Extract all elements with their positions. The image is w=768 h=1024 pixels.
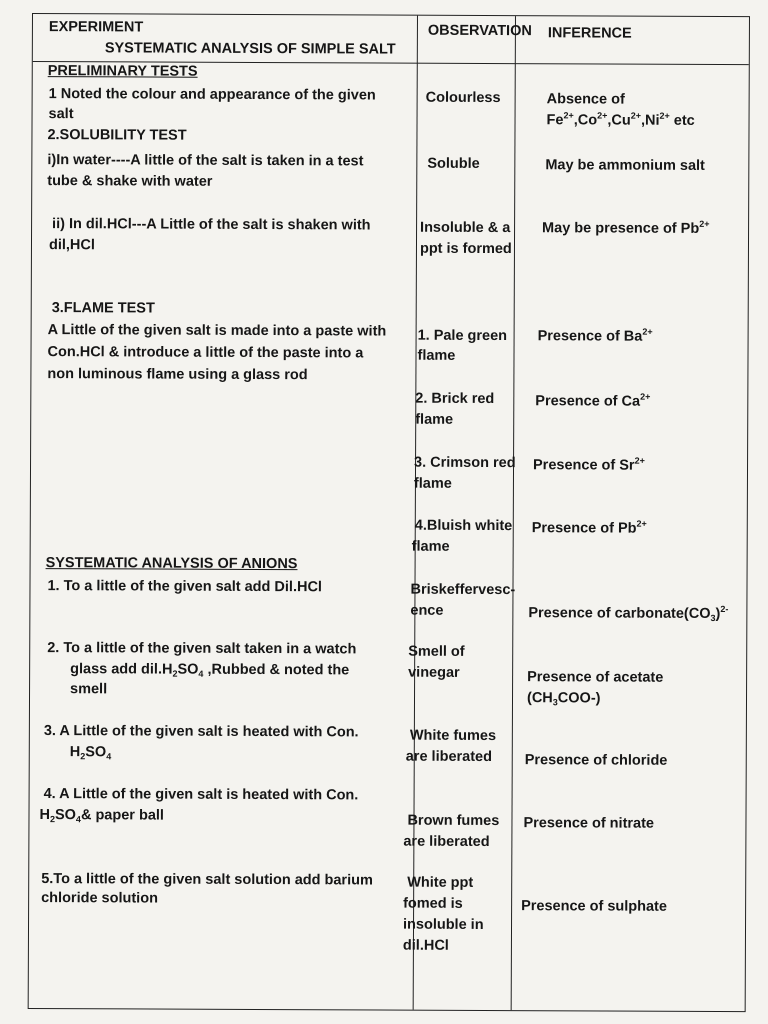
page-title: SYSTEMATIC ANALYSIS OF SIMPLE SALT xyxy=(104,40,396,58)
flame-result-2-observation: 2. Brick red xyxy=(415,390,495,408)
water-test-line1: i)In water----A little of the salt is taken in a test xyxy=(47,152,364,170)
anion-test-4-experiment-1: 4. A Little of the given salt is heated with Con. xyxy=(43,786,359,804)
anion-test-4-observation-2: are liberated xyxy=(403,833,490,851)
colour-test-line1: 1 Noted the colour and appearance of the given xyxy=(48,86,376,104)
inference-header: INFERENCE xyxy=(547,25,632,42)
anion-test-1-inference: Presence of $carbonate(CO_3)^{2-}$ xyxy=(528,604,729,623)
analysis-table xyxy=(28,13,750,1012)
anion-test-2-inference-1: Presence of acetate xyxy=(527,669,664,686)
flame-test-heading: 3.FLAME TEST xyxy=(51,300,155,317)
anion-test-2-observation: Smell of xyxy=(408,643,465,660)
anion-test-5-experiment-2: chloride solution xyxy=(41,890,158,907)
anion-test-1-observation-2: ence xyxy=(410,602,444,619)
anion-test-5-observation-3: insoluble in xyxy=(402,916,484,933)
anion-test-2-inference-2: $(CH_3COO-)$ xyxy=(526,690,601,708)
water-test-line2: tube & shake with water xyxy=(47,173,213,190)
flame-result-3-observation-2: flame xyxy=(413,475,452,492)
anion-test-3-observation-2: are liberated xyxy=(405,748,493,766)
anion-test-4-experiment-2: $H_2SO_4\&$ paper ball xyxy=(39,807,165,825)
water-inference: May be ammonium salt xyxy=(545,157,705,174)
flame-result-4-observation: 4.Bluish white xyxy=(414,517,513,535)
anion-test-5-observation-4: dil.HCl xyxy=(402,937,449,954)
preliminary-heading: PRELIMINARY TESTS xyxy=(47,63,198,80)
water-observation: Soluble xyxy=(427,155,480,172)
flame-test-line2: Con.HCl & introduce a little of the paste into a xyxy=(47,344,364,362)
hcl-test-line2: dil,HCl xyxy=(48,237,95,254)
anion-test-2-experiment-2: glass add $dil.H_2SO_4$ ,Rubbed & noted the xyxy=(70,661,350,679)
anion-test-3-observation: White fumes xyxy=(409,727,497,745)
anion-test-1-observation: Briskeffervesc- xyxy=(410,581,516,599)
flame-result-1-observation-2: flame xyxy=(417,347,456,364)
hcl-observation-line2: ppt is formed xyxy=(419,240,512,258)
anion-test-2-experiment-1: 2. To a little of the given salt taken in a watch xyxy=(47,640,357,658)
anions-heading: SYSTEMATIC ANALYSIS OF ANIONS xyxy=(45,555,298,573)
colour-inference-ions: $Fe^{2+},Co^{2+},Cu^{2+},Ni^{2+}$ etc xyxy=(546,110,695,129)
anion-test-2-observation-2: vinegar xyxy=(408,664,460,681)
anion-test-3-inference: Presence of chloride xyxy=(524,752,668,769)
experiment-header: EXPERIMENT xyxy=(48,19,144,36)
flame-result-4-observation-2: flame xyxy=(411,538,450,555)
anion-test-3-experiment-2: $H_2SO_4$ xyxy=(69,744,112,762)
observation-header: OBSERVATION xyxy=(427,22,532,40)
anion-test-1-experiment: 1. To a little of the given salt add Dil.HCl xyxy=(47,578,323,596)
flame-result-3-inference: Presence of $Sr^{2+}$ xyxy=(532,455,645,474)
flame-test-line3: non luminous flame using a glass rod xyxy=(47,366,308,384)
colour-test-line2: salt xyxy=(48,106,74,123)
flame-result-4-inference: Presence of $Pb^{2+}$ xyxy=(531,518,647,537)
solubility-heading: 2.SOLUBILITY TEST xyxy=(47,127,187,144)
anion-test-3-experiment-1: 3. A Little of the given salt is heated with Con. xyxy=(43,723,359,741)
flame-result-2-observation-2: flame xyxy=(415,411,454,428)
anion-test-2-experiment-3: smell xyxy=(70,681,108,698)
flame-result-1-inference: Presence of $Ba^{2+}$ xyxy=(537,326,653,345)
colour-observation: Colourless xyxy=(425,89,501,107)
colour-inference-line1: Absence of xyxy=(546,91,625,108)
hcl-inference: May be presence of $Pb^{2+}$ xyxy=(542,218,710,237)
flame-result-2-inference: Presence of $Ca^{2+}$ xyxy=(535,391,651,410)
anion-test-5-experiment-1: 5.To a little of the given salt solution add barium xyxy=(41,871,373,889)
column-divider-observation xyxy=(413,16,418,1010)
column-divider-inference xyxy=(511,16,516,1010)
hcl-test-line1: ii) In dil.HCl---A Little of the salt is shaken with xyxy=(52,216,371,234)
flame-result-1-observation: 1. Pale green xyxy=(417,327,508,345)
flame-result-3-observation: 3. Crimson red xyxy=(414,454,516,472)
anion-test-5-observation: White ppt xyxy=(407,874,474,891)
anion-test-4-inference: Presence of nitrate xyxy=(523,815,655,832)
anion-test-4-observation: Brown fumes xyxy=(407,812,500,830)
flame-test-line1: A Little of the given salt is made into a paste with xyxy=(47,322,387,340)
anion-test-5-inference: Presence of sulphate xyxy=(521,898,668,915)
hcl-observation-line1: Insoluble & a xyxy=(420,219,511,237)
anion-test-5-observation-2: fomed is xyxy=(403,895,463,912)
